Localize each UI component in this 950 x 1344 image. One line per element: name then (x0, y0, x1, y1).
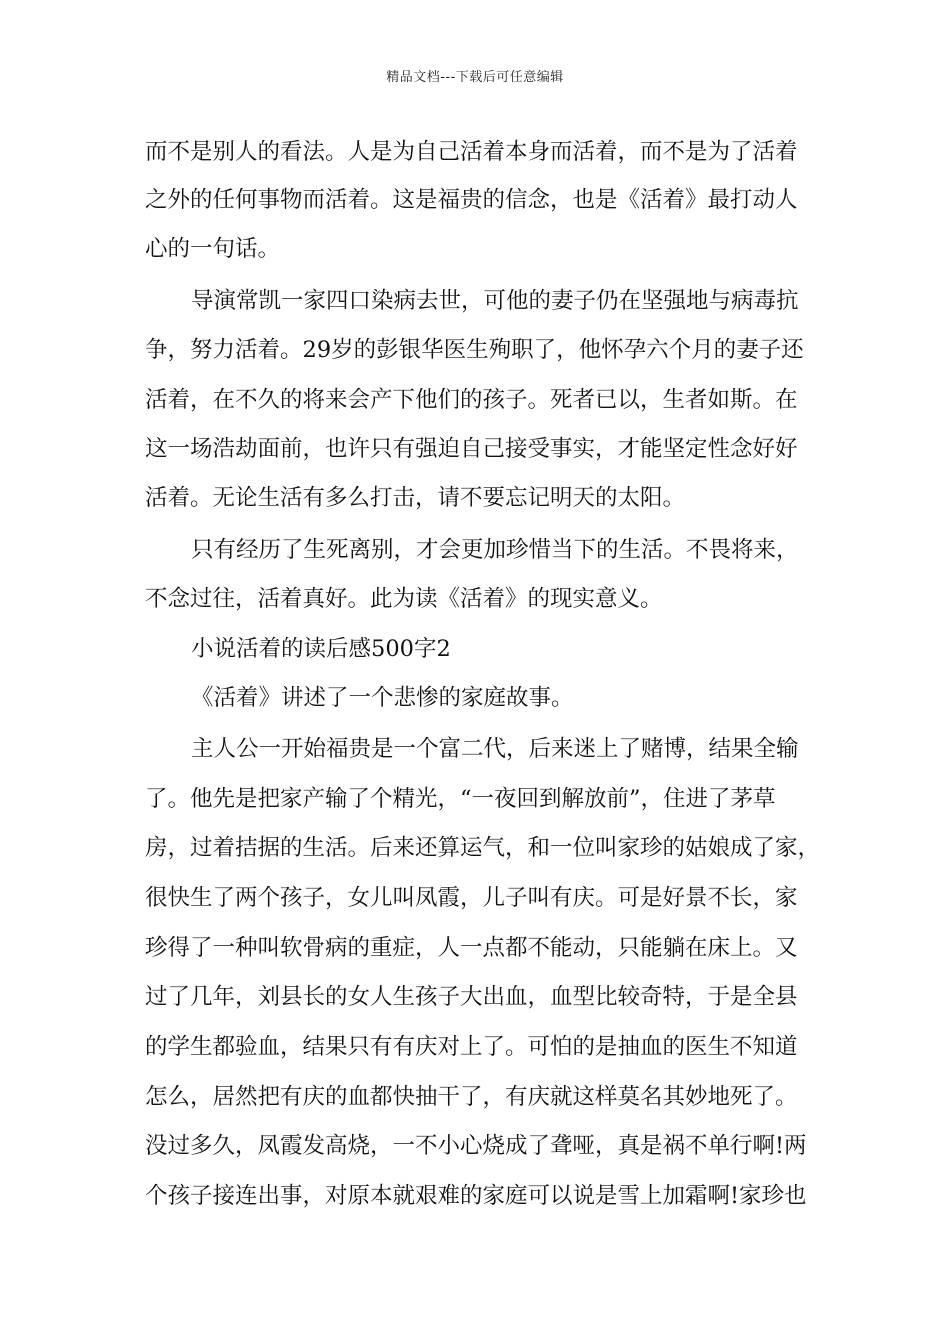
text-line: 《活着》讲述了一个悲惨的家庭故事。 (191, 685, 574, 711)
text-line: 导演常凯一家四口染病去世，可他的妻子仍在坚强地与病毒抗 (191, 288, 799, 314)
text-line: 争，努力活着。29岁的彭银华医生殉职了，他怀孕六个月的妻子还 (145, 337, 804, 363)
page-header: 精品文档---下载后可任意编辑 (386, 70, 564, 85)
text-line: 心的一句话。 (145, 236, 281, 262)
text-line: 珍得了一种叫软骨病的重症，人一点都不能动，只能躺在床上。又 (145, 935, 798, 961)
text-line: 个孩子接连出事，对原本就艰难的家庭可以说是雪上加霜啊!家珍也 (145, 1183, 807, 1209)
text-line: 没过多久，凤霞发高烧，一不小心烧成了聋哑，真是祸不单行啊!两 (145, 1133, 807, 1159)
text-line: 的学生都验血，结果只有有庆对上了。可怕的是抽血的医生不知道 (145, 1034, 798, 1060)
text-line: 活着，在不久的将来会产下他们的孩子。死者已以，生者如斯。在 (145, 387, 798, 413)
text-line: 了。他先是把家产输了个精光，“一夜回到解放前”，住进了茅草 (145, 786, 776, 812)
text-line: 这一场浩劫面前，也许只有强迫自己接受事实，才能坚定性念好好 (145, 436, 798, 462)
text-line: 不念过往，活着真好。此为读《活着》的现实意义。 (145, 586, 663, 612)
text-line: 过了几年，刘县长的女人生孩子大出血，血型比较奇特，于是全县 (145, 984, 798, 1010)
text-line: 主人公一开始福贵是一个富二代，后来迷上了赌博，结果全输 (191, 736, 799, 762)
text-line: 只有经历了生死离别，才会更加珍惜当下的生活。不畏将来， (191, 537, 799, 563)
section-heading: 小说活着的读后感500字2 (191, 636, 451, 662)
text-line: 房，过着拮据的生活。后来还算运气，和一位叫家珍的姑娘成了家， (145, 835, 821, 861)
text-line: 而不是别人的看法。人是为自己活着本身而活着，而不是为了活着 (145, 139, 798, 165)
text-line: 怎么，居然把有庆的血都快抽干了，有庆就这样莫名其妙地死了。 (145, 1084, 798, 1110)
text-line: 之外的任何事物而活着。这是福贵的信念，也是《活着》最打动人 (145, 187, 798, 213)
text-line: 很快生了两个孩子，女儿叫凤霞，儿子叫有庆。可是好景不长，家 (145, 885, 798, 911)
text-line: 活着。无论生活有多么打击，请不要忘记明天的太阳。 (145, 485, 686, 511)
